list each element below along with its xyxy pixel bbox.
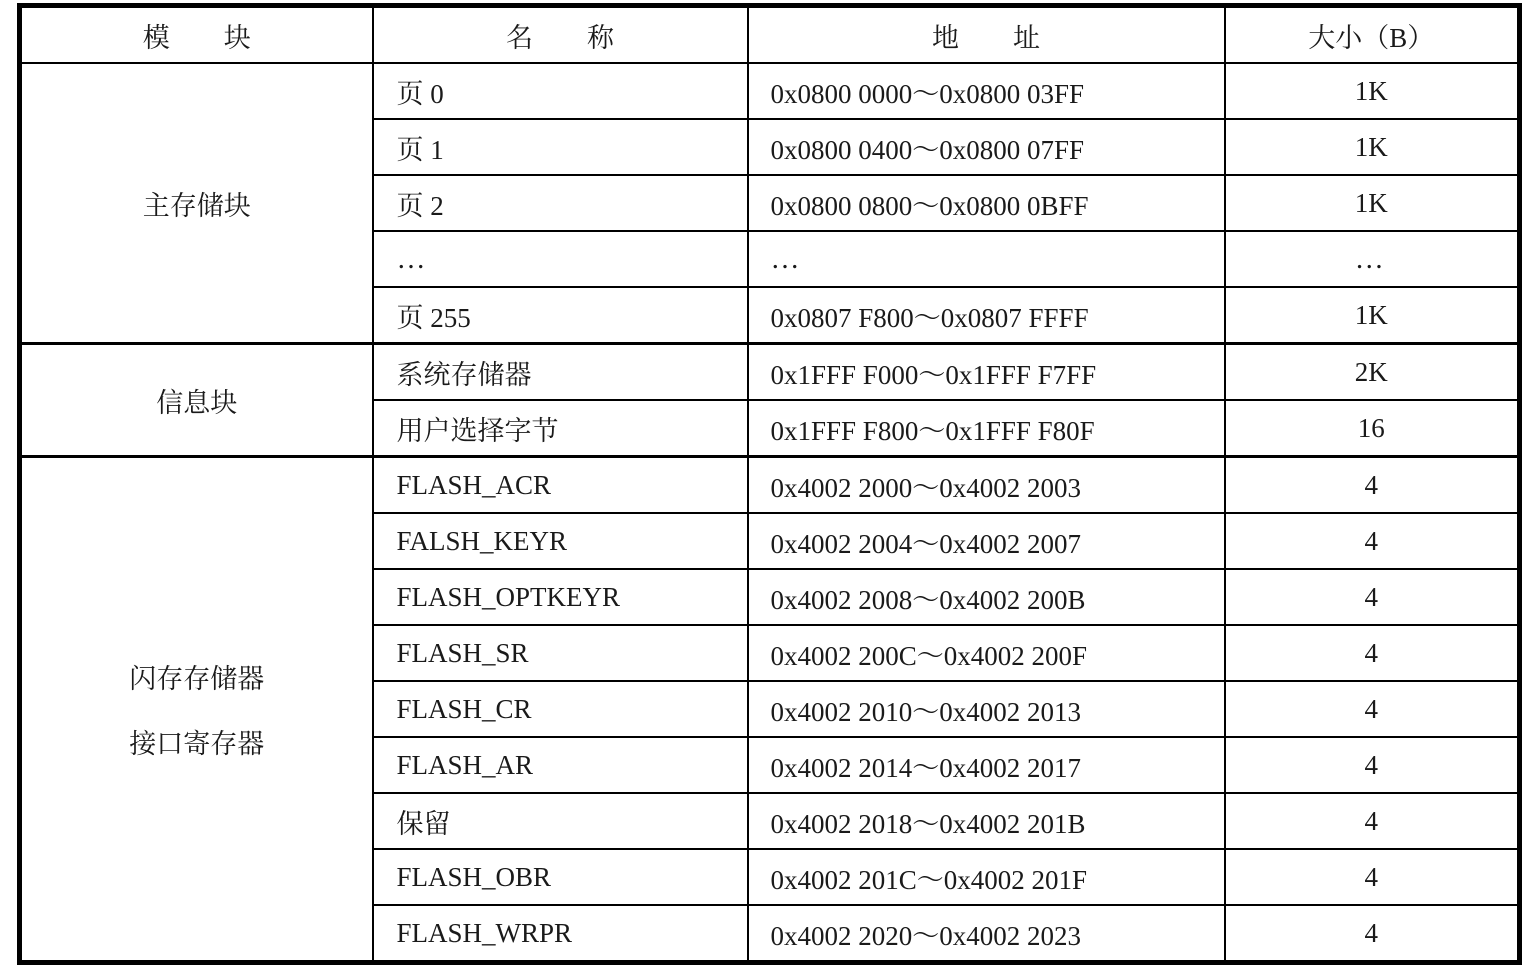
address-cell: … <box>748 231 1225 287</box>
name-cell: FLASH_WRPR <box>373 905 748 963</box>
name-cell: FLASH_AR <box>373 737 748 793</box>
size-cell: 4 <box>1225 905 1520 963</box>
name-cell: 页 2 <box>373 175 748 231</box>
size-cell: 4 <box>1225 737 1520 793</box>
address-cell: 0x1FFF F800～0x1FFF F80F <box>748 400 1225 457</box>
address-cell: 0x1FFF F000～0x1FFF F7FF <box>748 344 1225 401</box>
module-label: 信息块 <box>156 387 238 418</box>
size-cell: 4 <box>1225 513 1520 569</box>
size-cell: 4 <box>1225 569 1520 625</box>
name-cell: … <box>373 231 748 287</box>
address-cell: 0x4002 2014～0x4002 2017 <box>748 737 1225 793</box>
size-cell: 1K <box>1225 287 1520 344</box>
col-header-address: 地 址 <box>748 6 1225 64</box>
col-header-name: 名 称 <box>373 6 748 64</box>
size-cell: 2K <box>1225 344 1520 401</box>
module-label: 接口寄存器 <box>129 729 265 759</box>
name-cell: FLASH_SR <box>373 625 748 681</box>
size-cell: 1K <box>1225 119 1520 175</box>
address-cell: 0x0800 0400～0x0800 07FF <box>748 119 1225 175</box>
col-header-size: 大小（B） <box>1225 6 1520 64</box>
name-cell: 页 1 <box>373 119 748 175</box>
size-cell: … <box>1225 231 1520 287</box>
size-cell: 1K <box>1225 175 1520 231</box>
table-row <box>20 344 1520 401</box>
address-cell: 0x4002 201C～0x4002 201F <box>748 849 1225 905</box>
size-cell: 4 <box>1225 849 1520 905</box>
size-cell: 4 <box>1225 457 1520 514</box>
address-cell: 0x0800 0800～0x0800 0BFF <box>748 175 1225 231</box>
size-cell: 4 <box>1225 681 1520 737</box>
module-cell-flash-registers <box>20 457 373 963</box>
header-row <box>20 6 1520 64</box>
name-cell: FLASH_OBR <box>373 849 748 905</box>
size-cell: 1K <box>1225 63 1520 119</box>
name-cell: FALSH_KEYR <box>373 513 748 569</box>
module-label: 闪存存储器 <box>129 664 265 694</box>
name-cell: 用户选择字节 <box>373 400 748 457</box>
address-cell: 0x4002 2004～0x4002 2007 <box>748 513 1225 569</box>
size-cell: 4 <box>1225 625 1520 681</box>
module-cell-info-block <box>20 344 373 457</box>
col-header-module: 模 块 <box>20 6 373 64</box>
name-cell: FLASH_ACR <box>373 457 748 514</box>
name-cell: 系统存储器 <box>373 344 748 401</box>
table-row <box>20 63 1520 119</box>
name-cell: FLASH_CR <box>373 681 748 737</box>
table-row <box>20 457 1520 514</box>
address-cell: 0x0800 0000～0x0800 03FF <box>748 63 1225 119</box>
address-cell: 0x4002 2010～0x4002 2013 <box>748 681 1225 737</box>
size-cell: 16 <box>1225 400 1520 457</box>
name-cell: FLASH_OPTKEYR <box>373 569 748 625</box>
module-cell-main-block <box>20 63 373 344</box>
address-cell: 0x4002 2020～0x4002 2023 <box>748 905 1225 963</box>
address-cell: 0x4002 2000～0x4002 2003 <box>748 457 1225 514</box>
address-cell: 0x4002 200C～0x4002 200F <box>748 625 1225 681</box>
name-cell: 页 0 <box>373 63 748 119</box>
name-cell: 页 255 <box>373 287 748 344</box>
size-cell: 4 <box>1225 793 1520 849</box>
address-cell: 0x4002 2018～0x4002 201B <box>748 793 1225 849</box>
name-cell: 保留 <box>373 793 748 849</box>
address-cell: 0x0807 F800～0x0807 FFFF <box>748 287 1225 344</box>
memory-map-table <box>17 3 1522 965</box>
address-cell: 0x4002 2008～0x4002 200B <box>748 569 1225 625</box>
module-label: 主存储块 <box>142 190 251 221</box>
